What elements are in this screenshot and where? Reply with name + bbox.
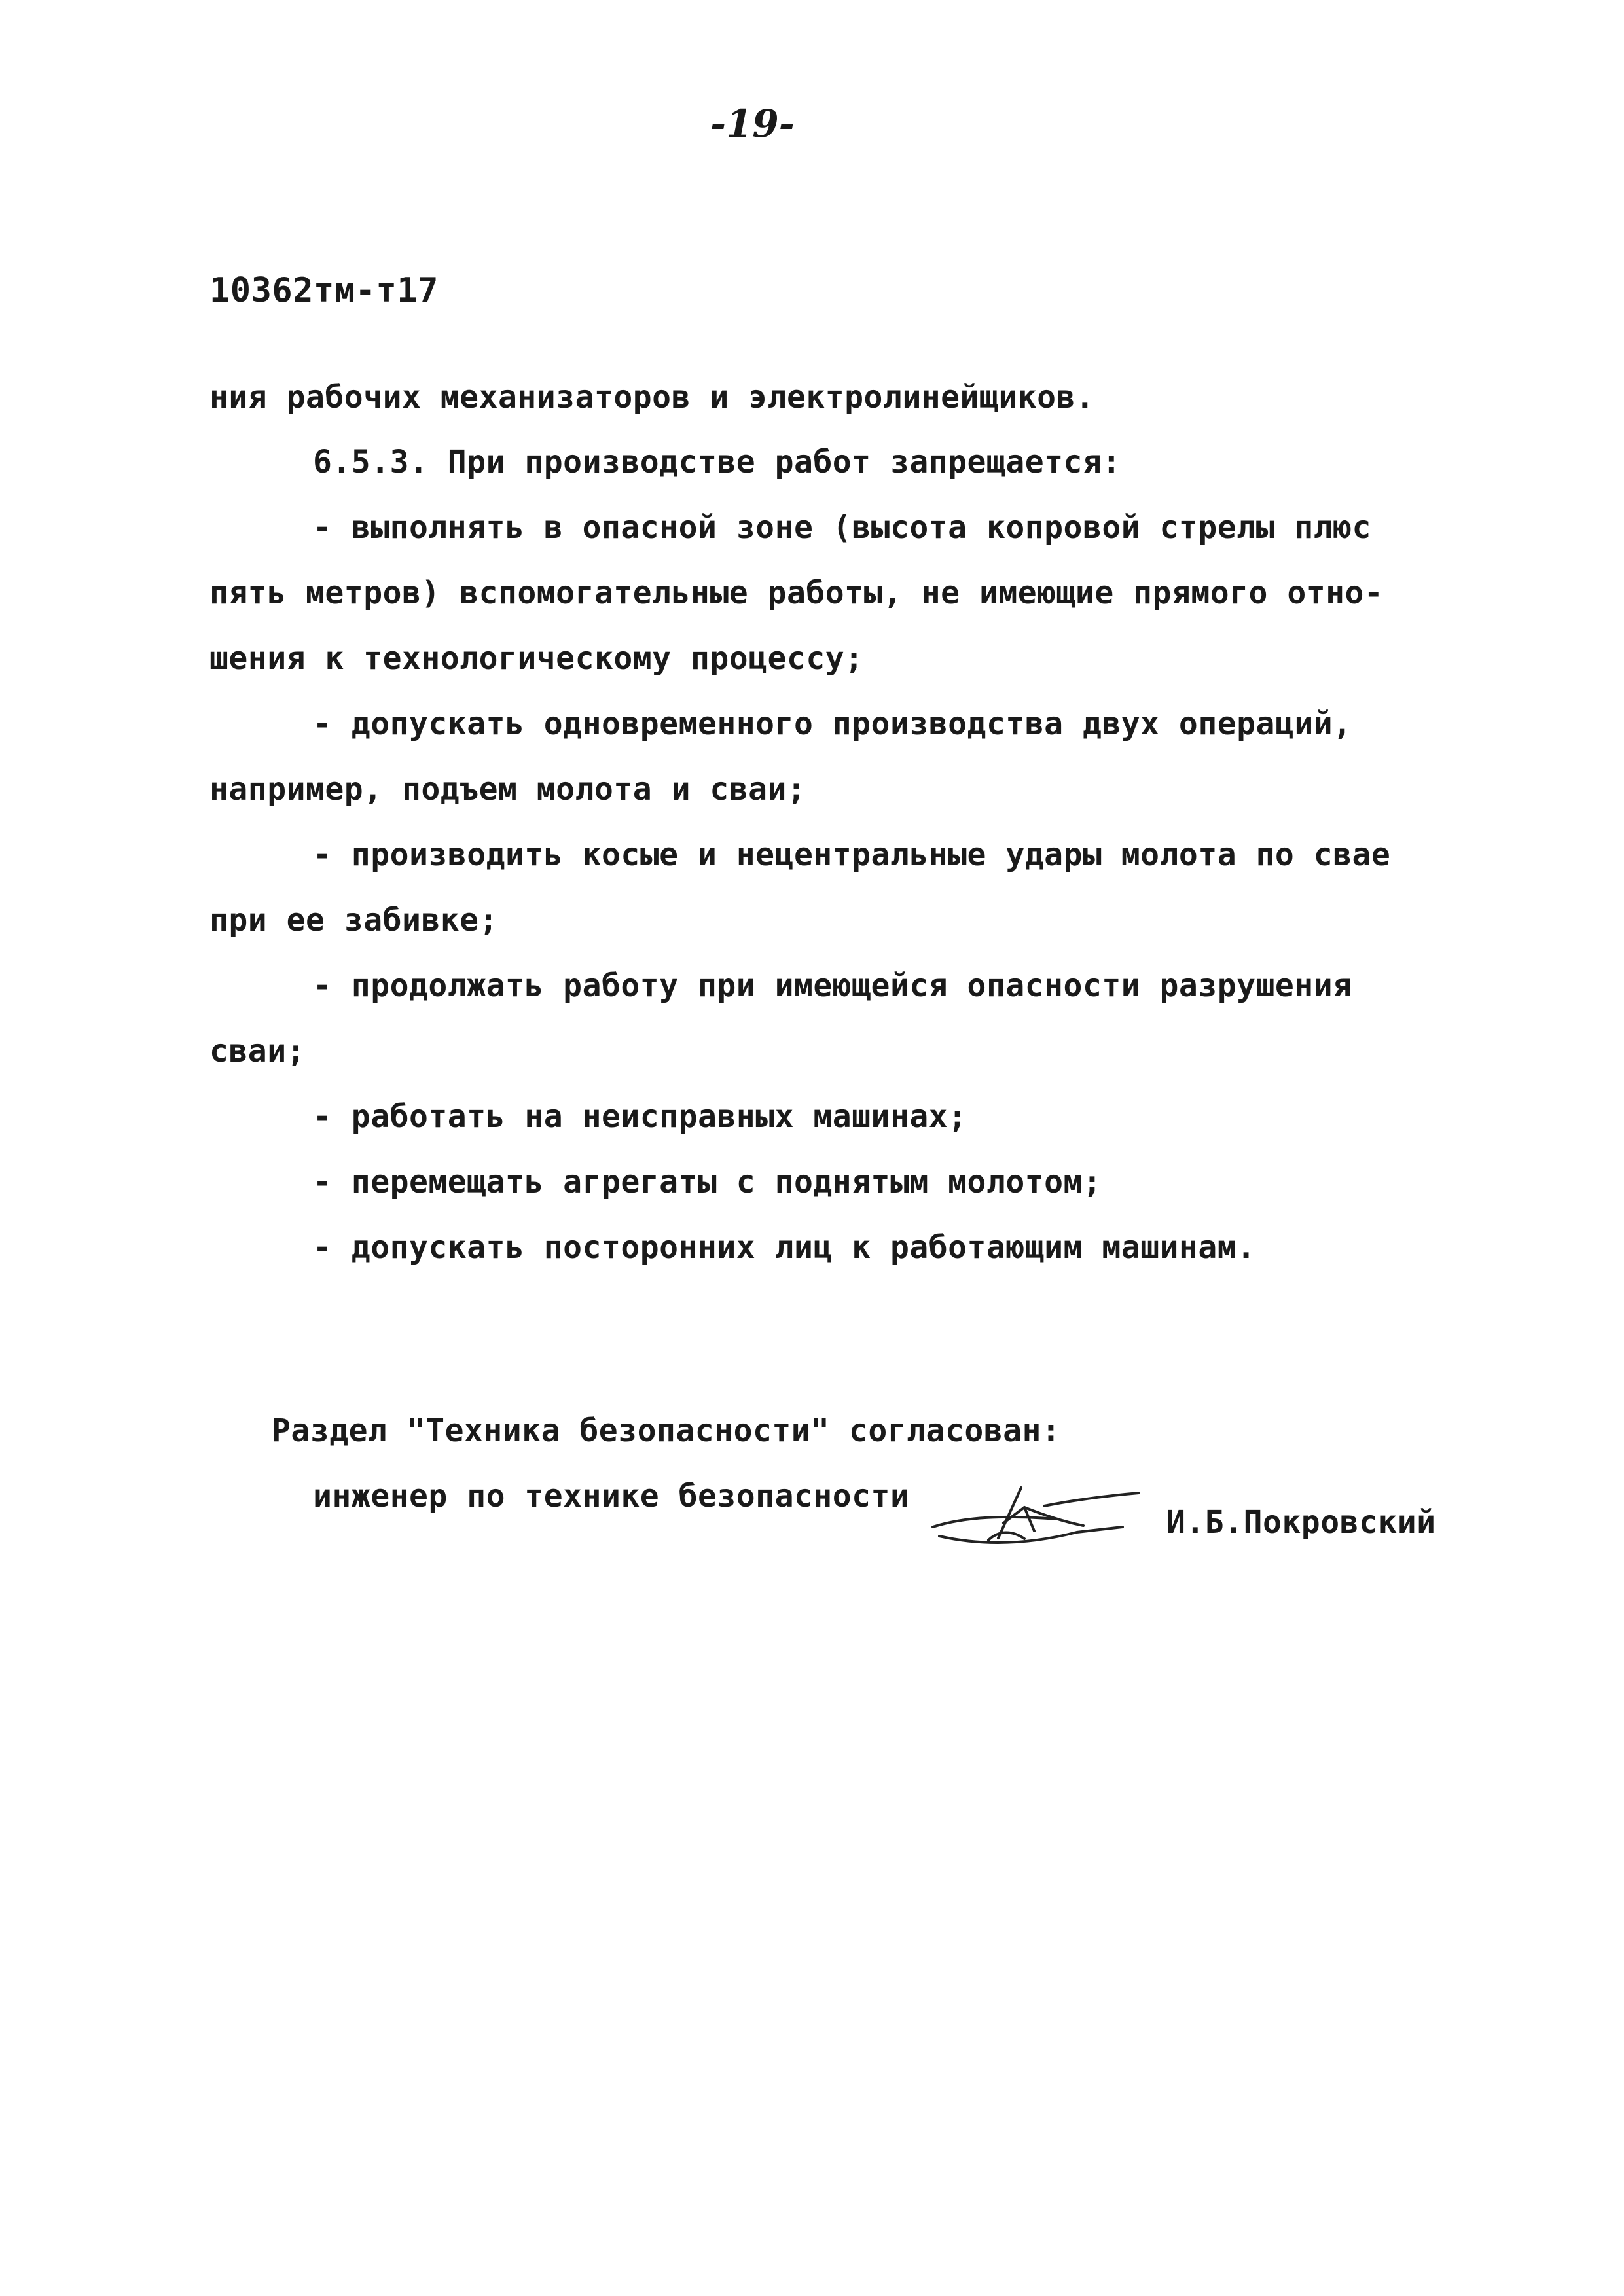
list-item: - выполнять в опасной зоне (высота копровой стрелы плюс [313, 509, 1371, 546]
body-line: сваи; [209, 1033, 306, 1069]
list-item: - допускать посторонних лиц к работающим машинам. [313, 1229, 1256, 1266]
page-number: -19- [710, 101, 795, 146]
list-item: - допускать одновременного производства двух операций, [313, 706, 1352, 742]
approver-name: И.Б.Покровский [1166, 1504, 1436, 1541]
list-item: - работать на неисправных машинах; [313, 1098, 967, 1135]
body-line: при ее забивке; [209, 902, 498, 939]
list-item: - производить косые и нецентральные удары молота по свае [313, 836, 1391, 873]
approver-position: инженер по технике безопасности [313, 1478, 910, 1515]
document-code: 10362тм-т17 [209, 271, 439, 310]
body-line: ния рабочих механизаторов и электролинейщиков. [209, 379, 1095, 416]
body-line: например, подъем молота и сваи; [209, 771, 806, 808]
section-heading: 6.5.3. При производстве работ запрещается: [313, 444, 1121, 480]
approval-statement: Раздел "Техника безопасности" согласован: [272, 1412, 1061, 1449]
list-item: - продолжать работу при имеющейся опасности разрушения [313, 967, 1352, 1004]
list-item: - перемещать агрегаты с поднятым молотом; [313, 1164, 1102, 1200]
handwritten-signature [926, 1476, 1142, 1561]
body-line: шения к технологическому процессу; [209, 640, 864, 677]
body-line: пять метров) вспомогательные работы, не имеющие прямого отно- [209, 575, 1384, 611]
